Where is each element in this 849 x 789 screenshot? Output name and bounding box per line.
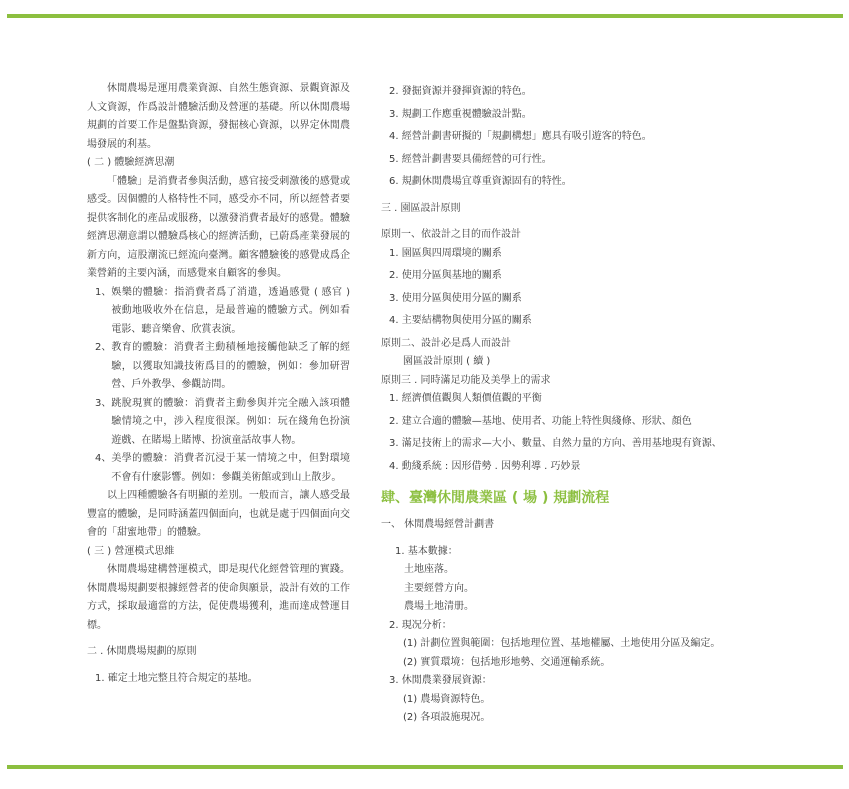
- heading-planning-principles: 二 . 休閒農場規劃的原則: [87, 646, 197, 657]
- principle-item: 6. 規劃休閒農場宜尊重資源固有的特性。: [389, 176, 572, 187]
- bottom-rule: [7, 765, 843, 769]
- principle-item: 2. 發掘資源并發揮資源的特色。: [389, 86, 532, 97]
- plan-subitem: 土地座落。: [404, 564, 454, 575]
- plan-subitem: (1) 農場資源特色。: [403, 693, 491, 705]
- principle-item: 1. 確定土地完整且符合規定的基地。: [95, 672, 258, 684]
- rule-1-item: 2. 使用分區與基地的關系: [389, 270, 502, 281]
- heading-experience-economy: ( 二 ) 體驗經濟思潮: [87, 157, 175, 168]
- right-column: [381, 83, 771, 728]
- left-column: [87, 80, 350, 688]
- rule-3-item: 1. 經濟價值觀與人類價值觀的平衡: [389, 393, 542, 404]
- list-number: 3、: [95, 397, 112, 409]
- plan-item-status-analysis: 2. 現况分析：: [389, 619, 452, 631]
- rule-3-item: 3. 滿足技術上的需求—大小、數量、自然力量的方向、善用基地現有資源、: [389, 438, 722, 449]
- heading-operation-model: ( 三 ) 營運模式思維: [87, 545, 175, 557]
- summary-paragraph: 以上四種體驗各有明顯的差別。一般而言，讓人感受最豐富的體驗，是同時涵蓋四個面向，也就是處于四個面向交會的「甜蜜地帶」的體驗。: [87, 490, 350, 538]
- plan-subitem: 農場土地清册。: [404, 601, 474, 612]
- rule-3-item: 2. 建立合適的體驗—基地、使用者、功能上特性與綫條、形狀、顏色: [389, 415, 692, 427]
- plan-subitem: (2) 實質環境：包括地形地勢、交通運輸系統。: [403, 656, 611, 668]
- principle-item: 3. 規劃工作應重視體驗設計點。: [389, 108, 532, 120]
- plan-item-resources: 3. 休閒農業發展資源：: [389, 675, 492, 686]
- list-item-education: [95, 339, 350, 395]
- rule-3-item: 4. 動綫系統 : 因形借勢 . 因勢利導 . 巧妙景: [389, 460, 581, 472]
- list-text: 教育的體驗：消費者主動積極地接觸他缺乏了解的經驗，以獲取知識技術爲目的的體驗，例如：參加研習營、戶外教學、參觀訪問。: [111, 342, 350, 390]
- list-item-escapist: [95, 395, 350, 451]
- list-text: 跳脫現實的體驗：消費者主動參與并完全融入該項體驗情境之中，涉入程度很深。例如：玩在綫角色扮演遊戲、在賭場上賭博、扮演童話故事人物。: [111, 397, 350, 446]
- rule-2-subtitle: 園區設計原則 ( 續 ): [403, 356, 491, 367]
- rule-1-title: 原則一、依設計之目的而作設計: [381, 229, 521, 240]
- list-number: 4、: [95, 453, 112, 464]
- plan-item-basic-data: 1. 基本數據：: [395, 545, 458, 557]
- list-item-entertainment: [95, 284, 350, 340]
- plan-subitem: (1) 計劃位置與範圍：包括地理位置、基地權屬、土地使用分區及編定。: [403, 638, 721, 649]
- list-number: 2、: [95, 342, 112, 353]
- operation-paragraph: 休閒農場建構營運模式，即是現代化經營管理的實踐。休閒農場規劃要根據經營者的使命與願景，設計有效的工作方式，採取最適當的方法，促使農場獲利，進而達成營運目標。: [87, 564, 350, 631]
- list-text: 娛樂的體驗：指消費者爲了消遣，透過感覺 ( 感官 ) 被動地吸收外在信息，是最普遍的體驗方式。例如看電影、聽音樂會、欣賞表演。: [111, 286, 350, 335]
- plan-subitem: (2) 各項設施現况。: [403, 712, 491, 723]
- rule-1-item: 4. 主要結構物與使用分區的關系: [389, 315, 532, 326]
- principle-item: 4. 經營計劃書研擬的「規劃構想」應具有吸引遊客的特色。: [389, 131, 652, 142]
- rule-1-item: 1. 園區與四周環境的關系: [389, 247, 502, 259]
- rule-2-title: 原則二、設計必是爲人而設計: [381, 337, 511, 349]
- rule-1-item: 3. 使用分區與使用分區的關系: [389, 292, 522, 304]
- list-text: 美學的體驗：消費者沉浸于某一情境之中，但對環境不會有什麽影響。例如：參觀美術館或到山上散步。: [111, 453, 350, 483]
- heading-park-design: 三 . 園區設計原則: [381, 202, 461, 214]
- intro-paragraph: 休閒農場是運用農業資源、自然生態資源、景觀資源及人文資源，作爲設計體驗活動及營運的基礎。所以休閒農場規劃的首要工作是盤點資源，發掘核心資源，以界定休閒農場發展的利基。: [87, 83, 350, 150]
- plan-subitem: 主要經營方向。: [404, 582, 474, 594]
- experience-paragraph: 「體驗」是消費者參與活動，感官接受刺激後的感覺或感受。因個體的人格特性不同，感受亦不同，所以經營者要提供客制化的產品或服務，以激發消費者最好的感覺。體驗經濟思潮意謂以體驗爲核心的經濟活動，已蔚爲產業發展的新方向，這股潮流已經流向臺灣。顧客體驗後的感覺成爲企業營銷的主要內涵，而感覺來自顧客的參與。: [87, 175, 350, 279]
- rule-3-title: 原則三 . 同時滿足功能及美學上的需求: [381, 374, 551, 386]
- top-rule: [7, 14, 843, 18]
- list-number: 1、: [95, 286, 112, 298]
- list-item-esthetic: [95, 450, 350, 487]
- heading-plan-book: 一、 休閒農場經營計劃書: [381, 519, 495, 530]
- section-title: 肆、臺灣休閒農業區 ( 場 ) 規劃流程: [381, 490, 610, 506]
- principle-item: 5. 經營計劃書要具備經營的可行性。: [389, 153, 552, 165]
